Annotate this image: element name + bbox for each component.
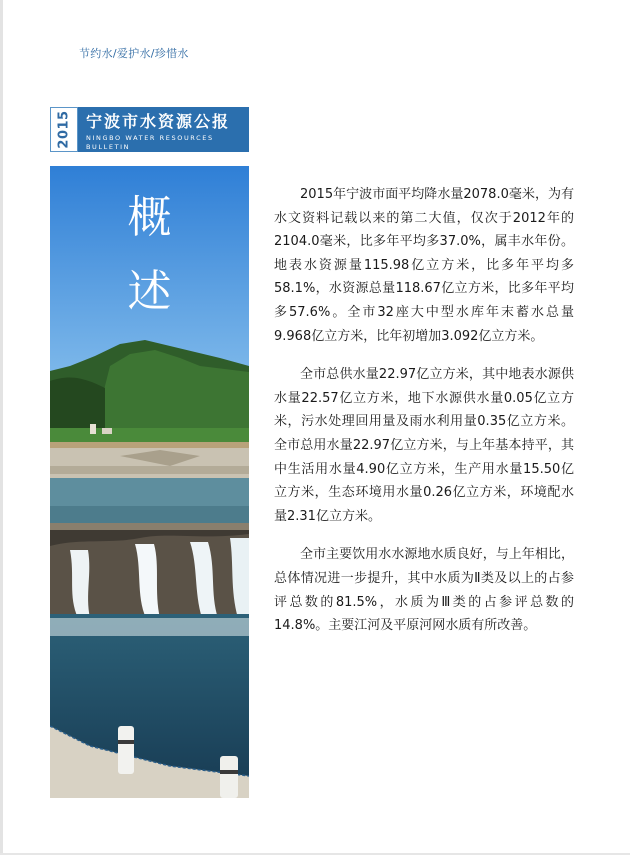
landscape-photo	[50, 166, 249, 798]
section-title-char-1: 概	[127, 192, 172, 243]
page-left-edge	[0, 0, 3, 855]
overview-text	[274, 183, 574, 653]
section-title-char-2: 述	[127, 266, 172, 317]
banner-year-box	[50, 107, 78, 152]
header-tagline: 节约水/爱护水/珍惜水	[79, 47, 189, 60]
banner-title-block	[78, 107, 249, 152]
banner-subtitle: NINGBO WATER RESOURCES BULLETIN	[86, 134, 214, 151]
banner-year: 2015	[56, 110, 72, 149]
paragraph-water-quality: 全市主要饮用水水源地水质良好，与上年相比，总体情况进一步提升，其中水质为Ⅱ类及以上的占参评总数的81.5%，水质为Ⅲ类的占参评总数的14.8%。主要江河及平原河网水质有所改善。	[274, 547, 574, 634]
banner-title: 宁波市水资源公报	[86, 112, 231, 131]
section-title-overview	[50, 192, 249, 340]
paragraph-water-supply: 全市总供水量22.97亿立方米，其中地表水源供水量22.57亿立方米，地下水源供水量0.05亿立方米，污水处理回用量及雨水利用量0.35亿立方米。全市总用水量22.97亿立方米，与上年基本持平，其中生活用水量4.90亿立方米，生产用水量15.50亿立方米，生态环境用水量0.26亿立方米，环境配水量2.31亿立方米。	[274, 367, 574, 524]
bulletin-banner	[50, 107, 249, 152]
paragraph-precipitation: 2015年宁波市面平均降水量2078.0毫米，为有水文资料记载以来的第二大值，仅次于2012年的2104.0毫米，比多年平均多37.0%，属丰水年份。地表水资源量115.98亿立方米，比多年平均多58.1%，水资源总量118.67亿立方米，比多年平均多57.6%。全市32座大中型水库年末蓄水总量9.968亿立方米，比年初增加3.092亿立方米。	[274, 187, 574, 344]
